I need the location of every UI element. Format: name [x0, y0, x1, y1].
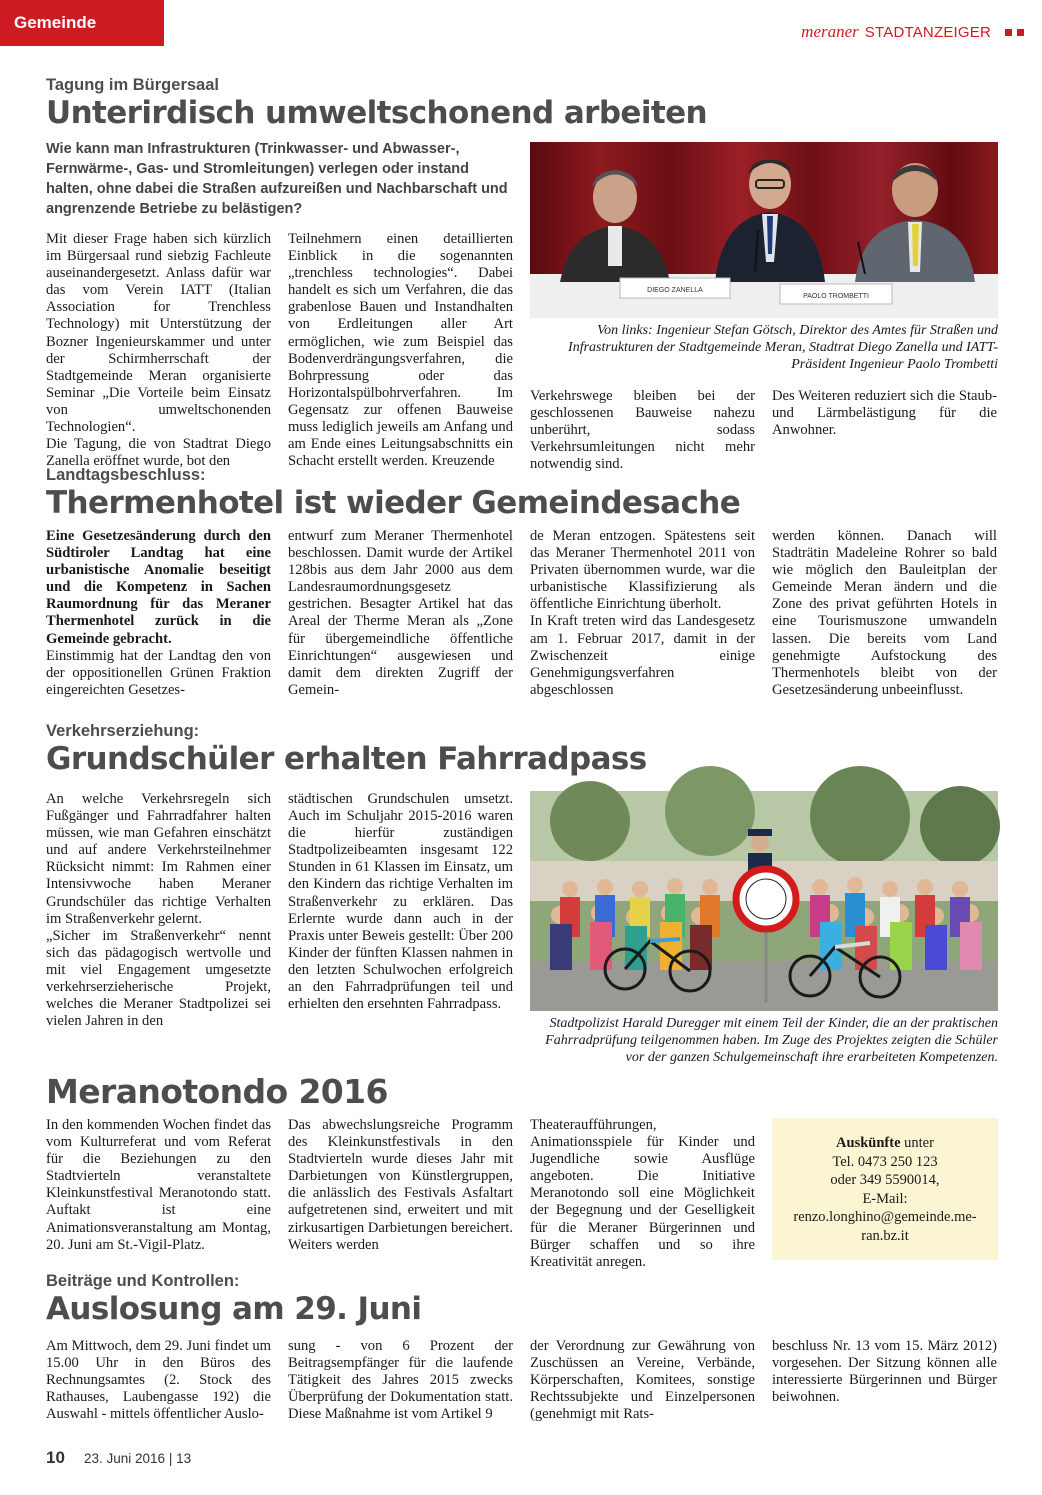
page-number: 10	[46, 1448, 65, 1467]
info-unter: unter	[900, 1135, 934, 1151]
article2-col3-text: de Meran entzogen. Spätestens seit das Meraner Thermenhotel 2011 von Privaten übernommen wurde, war die urbanistische Klassifizierung als öffentliche Einrichtung überholt.	[530, 528, 755, 613]
article2-kicker: Landtagsbeschluss:	[46, 466, 206, 484]
info-phone: Tel. 0473 250 123	[832, 1153, 938, 1170]
article2-lead: Eine Gesetzesänderung durch den Südtiroler Landtag hat eine urbanistische Anomalie beseitigt und die Kompetenz in Sachen Raumordnung für das Meraner Thermenhotel zurück in die Gemeinde gebracht.	[46, 528, 271, 647]
article5-col2: sung - von 6 Prozent der Beitragsempfänger für die laufende Tätigkeit des Jahres 2015 zwecks Überprüfung der Dokumentation statt. Diese Maßnahme ist vom Artikel 9	[288, 1338, 513, 1423]
masthead-logo	[801, 22, 1024, 42]
article2-col2: entwurf zum Meraner Thermenhotel beschlossen. Damit wurde der Artikel 128bis aus dem Jahr 2000 aus dem Landesraumordnungsgesetz gestrichen. Besagter Artikel hat das Areal der Therme Meran als „Zone für übergemeindliche öffentliche Einrichtungen“ ausgewiesen und damit dem direkten Zugriff der Gemein-	[288, 528, 513, 698]
article4-col3: Theateraufführungen, Animationsspiele für Kinder und Jugendliche sowie Ausflüge angeboten. Die Initiative Meranotondo soll eine Möglichkeit der Begegnung und der Geselligkeit für die Meraner Bürgerinnen und Bürger schaffen und so ihre Kreativität anregen.	[530, 1117, 755, 1270]
article5-title: Auslosung am 29. Juni	[46, 1291, 422, 1327]
nameplate-1: DIEGO ZANELLA	[647, 287, 703, 294]
info-box	[772, 1118, 998, 1260]
article3-col1-text: An welche Verkehrsregeln sich Fußgänger und Fahrradfahrer halten müssen, wie man Gefahren einschätzt und auf andere Verkehrsteilnehmer Rücksicht nimmt: Im Rahmen einer Intensivwoche haben Meraner Grundschüler das richtige Verhalten im Straßenverkehr gelernt.	[46, 791, 271, 927]
article3-title: Grundschüler erhalten Fahrradpass	[46, 741, 647, 777]
section-label: Gemeinde	[14, 13, 97, 32]
article1-kicker: Tagung im Bürgersaal	[46, 76, 219, 94]
article4-col2: Das abwechslungsreiche Programm des Kleinkunstfestivals in den Stadtvierteln wurde dieses Jahr mit Darbietungen von Künstlergruppen, die anlässlich des Festivals Asfaltart aufgetretenen sind, erweitert und mit zirkusartigen Darbietungen bereichert. Weiters werden	[288, 1117, 513, 1253]
article5-col4: beschluss Nr. 13 vom 15. März 2012) vorgesehen. Der Sitzung können alle interessierte Bürgerinnen und Bürger beiwohnen.	[772, 1338, 997, 1406]
article5-col1: Am Mittwoch, dem 29. Juni findet um 15.00 Uhr in den Büros des Rechnungsamtes (2. Stock des Rathauses, Laubengasse 192) die Auswahl - mittels öffentlicher Auslo-	[46, 1338, 271, 1423]
article1-col1-text-b: Die Tagung, die von Stadtrat Diego Zanella eröffnet wurde, bot den	[46, 436, 271, 470]
article3-col1-text-b: „Sicher im Straßenverkehr“ nennt sich das pädagogisch wertvolle und mit viel Engagement umgesetzte verkehrserzieherische Projekt, welches die Meraner Stadtpolizei sei vielen Jahren in den	[46, 927, 271, 1030]
children-photo-image	[530, 791, 998, 1011]
article1-col2: Teilnehmern einen detaillierten Einblick in die sogenannten „trenchless technologies“. Dabei handelt es sich um Verfahren, die das grabenlose Bauen und Instandhalten von Erdleitungen aller Art ermöglichen, wie zum Beispiel das Bodenverdrängungsverfahren, die Bohrpressung oder das Horizontalspülbohrverfahren. Im Gegensatz zur offenen Bauweise muss lediglich jeweils am Anfang und am Ende eines Leitungsabschnitts ein Schacht erstellt werden. Kreuzende	[288, 231, 513, 470]
article2-title: Thermenhotel ist wieder Gemeindesache	[46, 485, 741, 521]
article2-col1	[46, 528, 271, 704]
info-email-line2: ran.bz.it	[861, 1227, 909, 1244]
article1-title: Unterirdisch umweltschonend arbeiten	[46, 95, 707, 131]
article1-col4: Des Weiteren reduziert sich die Staub- und Lärmbelästigung für die Anwohner.	[772, 388, 997, 439]
article2-col1-text: Einstimmig hat der Landtag den von der oppositionellen Grünen Fraktion eingereichten Gesetzes-	[46, 647, 271, 698]
brand-name: STADTANZEIGER	[864, 23, 991, 41]
article2-col3-text-b: In Kraft treten wird das Landesgesetz am 1. Februar 2017, damit in der Zwischenzeit einige Genehmigungsverfahren abgeschlossen	[530, 613, 755, 698]
section-tab	[0, 0, 164, 46]
article3-kicker: Verkehrserziehung:	[46, 722, 200, 740]
article1-photo-panel	[530, 142, 998, 318]
article1-col1-text: Mit dieser Frage haben sich kürzlich im Bürgersaal rund siebzig Fachleute auseinandergesetzt. Anlass dafür war das vom Verein IATT (Italian Association for Trenchless Technology) mit Unterstützung der Bozner Ingenieurskammer und unter der Schirmherrschaft der Stadtgemeinde Meran organisierte Seminar „Die Vorteile beim Einsatz von umweltschonenden Technologien“.	[46, 231, 271, 436]
info-email-label: E-Mail:	[862, 1190, 908, 1207]
article3-col1	[46, 791, 271, 1053]
info-email-line1: renzo.longhino@gemeinde.me-	[793, 1209, 977, 1225]
brand-script: meraner	[801, 22, 859, 41]
article3-caption: Stadtpolizist Harald Duregger mit einem Teil der Kinder, die an der praktischen Fahrradprüfung teilgenommen haben. Im Zuge des Projektes zeigten die Schüler vor der ganzen Schulgemeinschaft ihre erarbeiteten Kompetenzen.	[545, 1016, 998, 1065]
panel-photo-image	[530, 142, 998, 318]
article2-col4: werden können. Danach will Stadträtin Madeleine Rohrer so bald wie möglich den Bauleitplan der Gemeinde Meran ändern und die Zone des privat geführten Hotels in eine Tourismuszone umwandeln lassen. Die bereits vom Land genehmigte Aufstockung des Thermenhotels bleibt von der Gesetzesänderung unbeeinflusst.	[772, 528, 997, 698]
brand-dots-icon	[1005, 29, 1024, 36]
info-phone-alt: oder 349 5590014,	[830, 1172, 940, 1188]
article1-col3: Verkehrswege bleiben bei der geschlossenen Bauweise nahezu unberührt, sodass Verkehrsumleitungen nicht mehr notwendig sind.	[530, 388, 755, 473]
article1-col1	[46, 231, 271, 470]
article3-col2: städtischen Grundschulen umsetzt. Auch im Schuljahr 2015-2016 waren die hierfür zuständigen Stadtpolizeibeamten insgesamt 122 Stunden in 61 Klassen im Einsatz, um den Kindern das richtige Verhalten im Straßenverkehr zu erklären. Das Erlernte wurde dann auch in der Praxis unter Beweis gestellt: Über 200 Kinder der fünften Klassen nahmen in den letzten Schulwochen erfolgreich an den Fahrradprüfungen teil und erhielten den ersehnten Fahrradpass.	[288, 791, 513, 1013]
article1-caption: Von links: Ingenieur Stefan Götsch, Direktor des Amtes für Straßen und Infrastrukturen der Stadtgemeinde Meran, Stadtrat Diego Zanella und IATT-Präsident Ingenieur Paolo Trombetti	[568, 323, 998, 372]
article4-col1: In den kommenden Wochen findet das vom Kulturreferat und vom Referat für die Beziehungen zu den Stadtvierteln veranstaltete Kleinkunstfestival Meranotondo statt. Auftakt ist eine Animationsveranstaltung am Montag, 20. Juni am St.-Vigil-Platz.	[46, 1117, 271, 1253]
article3-photo-children	[530, 791, 998, 1011]
article2-col3	[530, 528, 755, 704]
issue-date: 23. Juni 2016 | 13	[84, 1451, 192, 1466]
article1-lead: Wie kann man Infrastrukturen (Trinkwasser- und Abwasser-, Fernwärme-, Gas- und Stromleitungen) verlegen oder instand halten, ohne dabei die Straßen aufzureißen und Nachbarschaft und angrenzende Betriebe zu belästigen?	[46, 141, 508, 217]
article4-title: Meranotondo 2016	[46, 1072, 388, 1111]
nameplate-2: PAOLO TROMBETTI	[803, 293, 869, 300]
article5-col3: der Verordnung zur Gewährung von Zuschüssen an Vereine, Verbände, Körperschaften, Komitees, sonstige Rechtssubjekte und Einzelpersonen (genehmigt mit Rats-	[530, 1338, 755, 1423]
article5-kicker: Beiträge und Kontrollen:	[46, 1272, 240, 1290]
info-heading: Auskünfte	[836, 1135, 901, 1151]
